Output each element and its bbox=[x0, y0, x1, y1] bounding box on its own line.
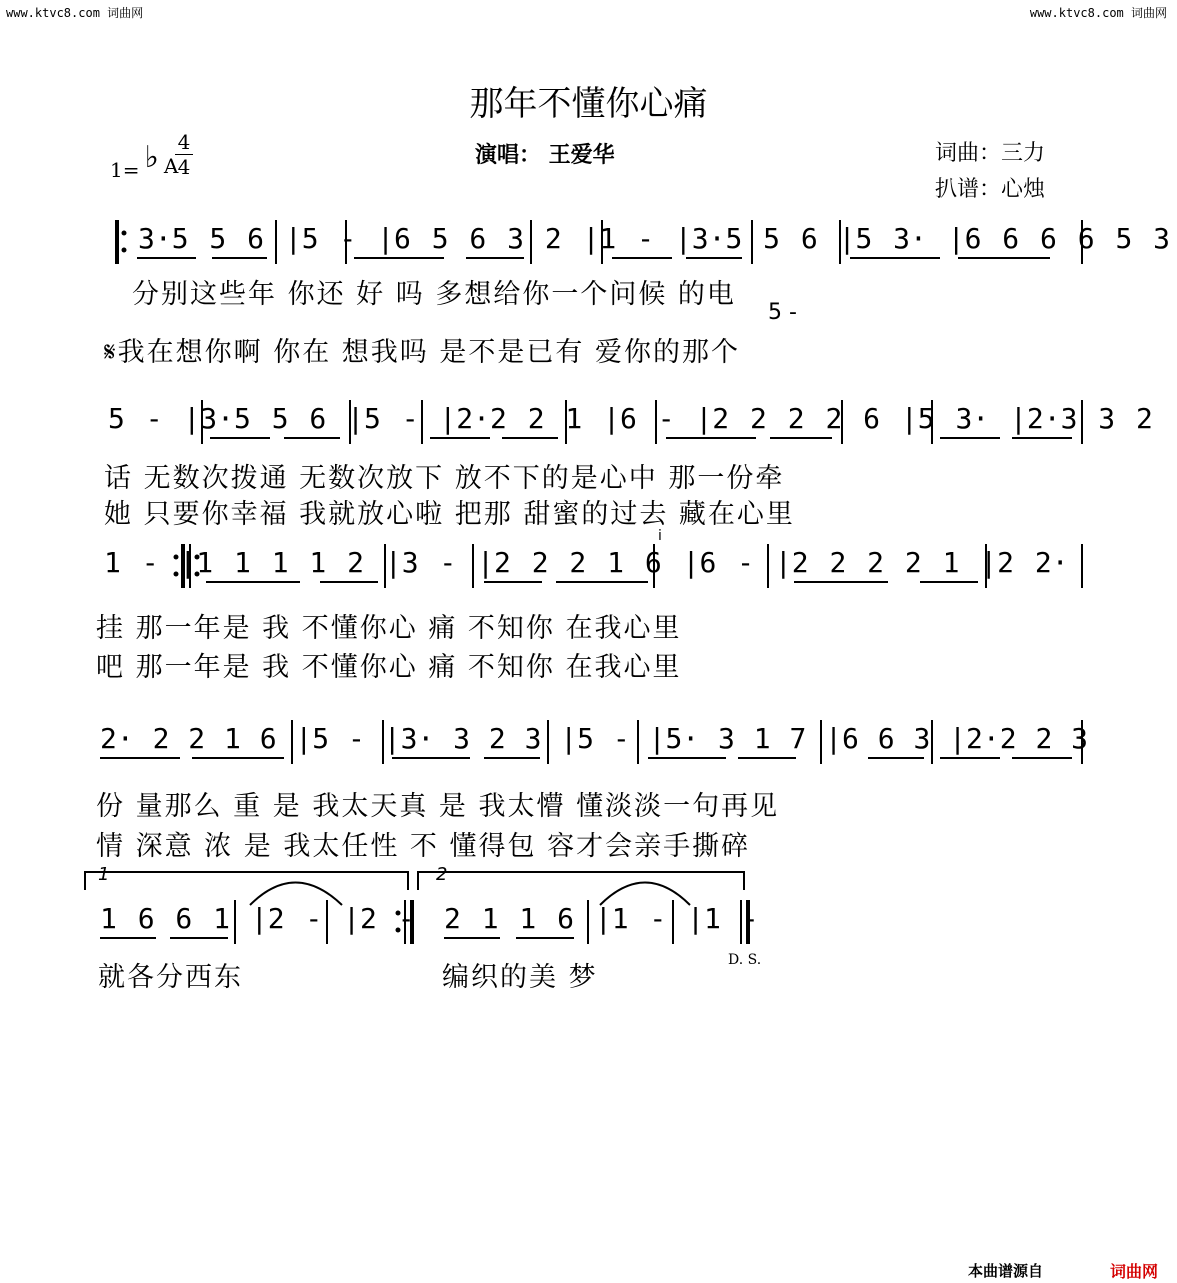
notation-row-5-ending-1: 1 6 6 1 |2 - |2 - bbox=[100, 902, 415, 935]
grace-note: i bbox=[658, 528, 662, 544]
lyric-row-1-verse-2: 𝄋我在想你啊 你在 想我吗 是不是已有 爱你的那个 bbox=[104, 337, 740, 368]
notation-row-3: 1 - |1 1 1 1 2 |3 - |2 2 2 1 6 |6 - |2 2 2 2 1 |2 2· bbox=[104, 546, 1069, 579]
singer-credit: 演唱： 王爱华 bbox=[475, 143, 615, 168]
lyric-row-4-verse-2: 情 深意 浓 是 我太任性 不 懂得包 容才会亲手撕碎 bbox=[96, 831, 751, 862]
lyric-row-4-verse-1: 份 量那么 重 是 我太天真 是 我太懵 懂淡淡一句再见 bbox=[96, 791, 780, 822]
lyric-row-1-verse-1: 分别这些年 你还 好 吗 多想给你一个问候 的电 bbox=[132, 279, 736, 310]
dal-segno-mark: D. S. bbox=[728, 952, 762, 968]
volta-1-label: 1 bbox=[98, 864, 110, 885]
notation-row-2: 5 - |3·5 5 6 |5 - |2·2 2 1 |6 - |2 2 2 2 6 |5 3· |2·3 3 2 bbox=[108, 402, 1153, 435]
watermark-left: www.ktvc8.com 词曲网 bbox=[6, 6, 144, 20]
lyric-row-2-verse-2: 她 只要你幸福 我就放心啦 把那 甜蜜的过去 藏在心里 bbox=[104, 499, 795, 530]
lyricist-credit: 词曲：三力 bbox=[935, 141, 1046, 166]
footer-brand[interactable]: 词曲网 bbox=[1110, 1262, 1159, 1281]
flat-sign: ♭ bbox=[144, 140, 159, 175]
notation-row-5-ending-2: 2 1 1 6 |1 - |1 - bbox=[444, 902, 759, 935]
key-letter: A bbox=[163, 154, 179, 178]
lyric-row-2-verse-1: 话 无数次拨通 无数次放下 放不下的是心中 那一份牵 bbox=[104, 463, 785, 494]
lyric-row-3-verse-2: 吧 那一年是 我 不懂你心 痛 不知你 在我心里 bbox=[96, 652, 682, 683]
note-above-row-1: 5 - bbox=[768, 300, 797, 325]
lyric-row-5-ending-1: 就各分西东 bbox=[98, 962, 243, 993]
time-bottom: 4 bbox=[175, 154, 193, 179]
transcriber-credit: 扒谱：心烛 bbox=[935, 177, 1046, 202]
notation-row-1: 3·5 5 6 |5 - |6 5 6 3 2 |1 - |3·5 5 6 |5 3· |6 6 6 6 5 3 bbox=[138, 222, 1171, 255]
footer-source: 本曲谱源自 bbox=[968, 1262, 1044, 1280]
time-top: 4 bbox=[177, 130, 191, 154]
notation-row-4: 2· 2 2 1 6 |5 - |3· 3 2 3 |5 - |5· 3 1 7 |6 6 3 |2·2 2 3 bbox=[100, 722, 1089, 755]
watermark-right: www.ktvc8.com 词曲网 bbox=[1029, 6, 1167, 20]
volta-2-label: 2 bbox=[436, 864, 448, 885]
lyric-row-3-verse-1: 挂 那一年是 我 不懂你心 痛 不知你 在我心里 bbox=[96, 613, 682, 644]
song-title: 那年不懂你心痛 bbox=[469, 84, 708, 124]
lyric-row-5-ending-2: 编织的美 梦 bbox=[442, 962, 598, 993]
key-prefix: 1= bbox=[110, 158, 140, 182]
